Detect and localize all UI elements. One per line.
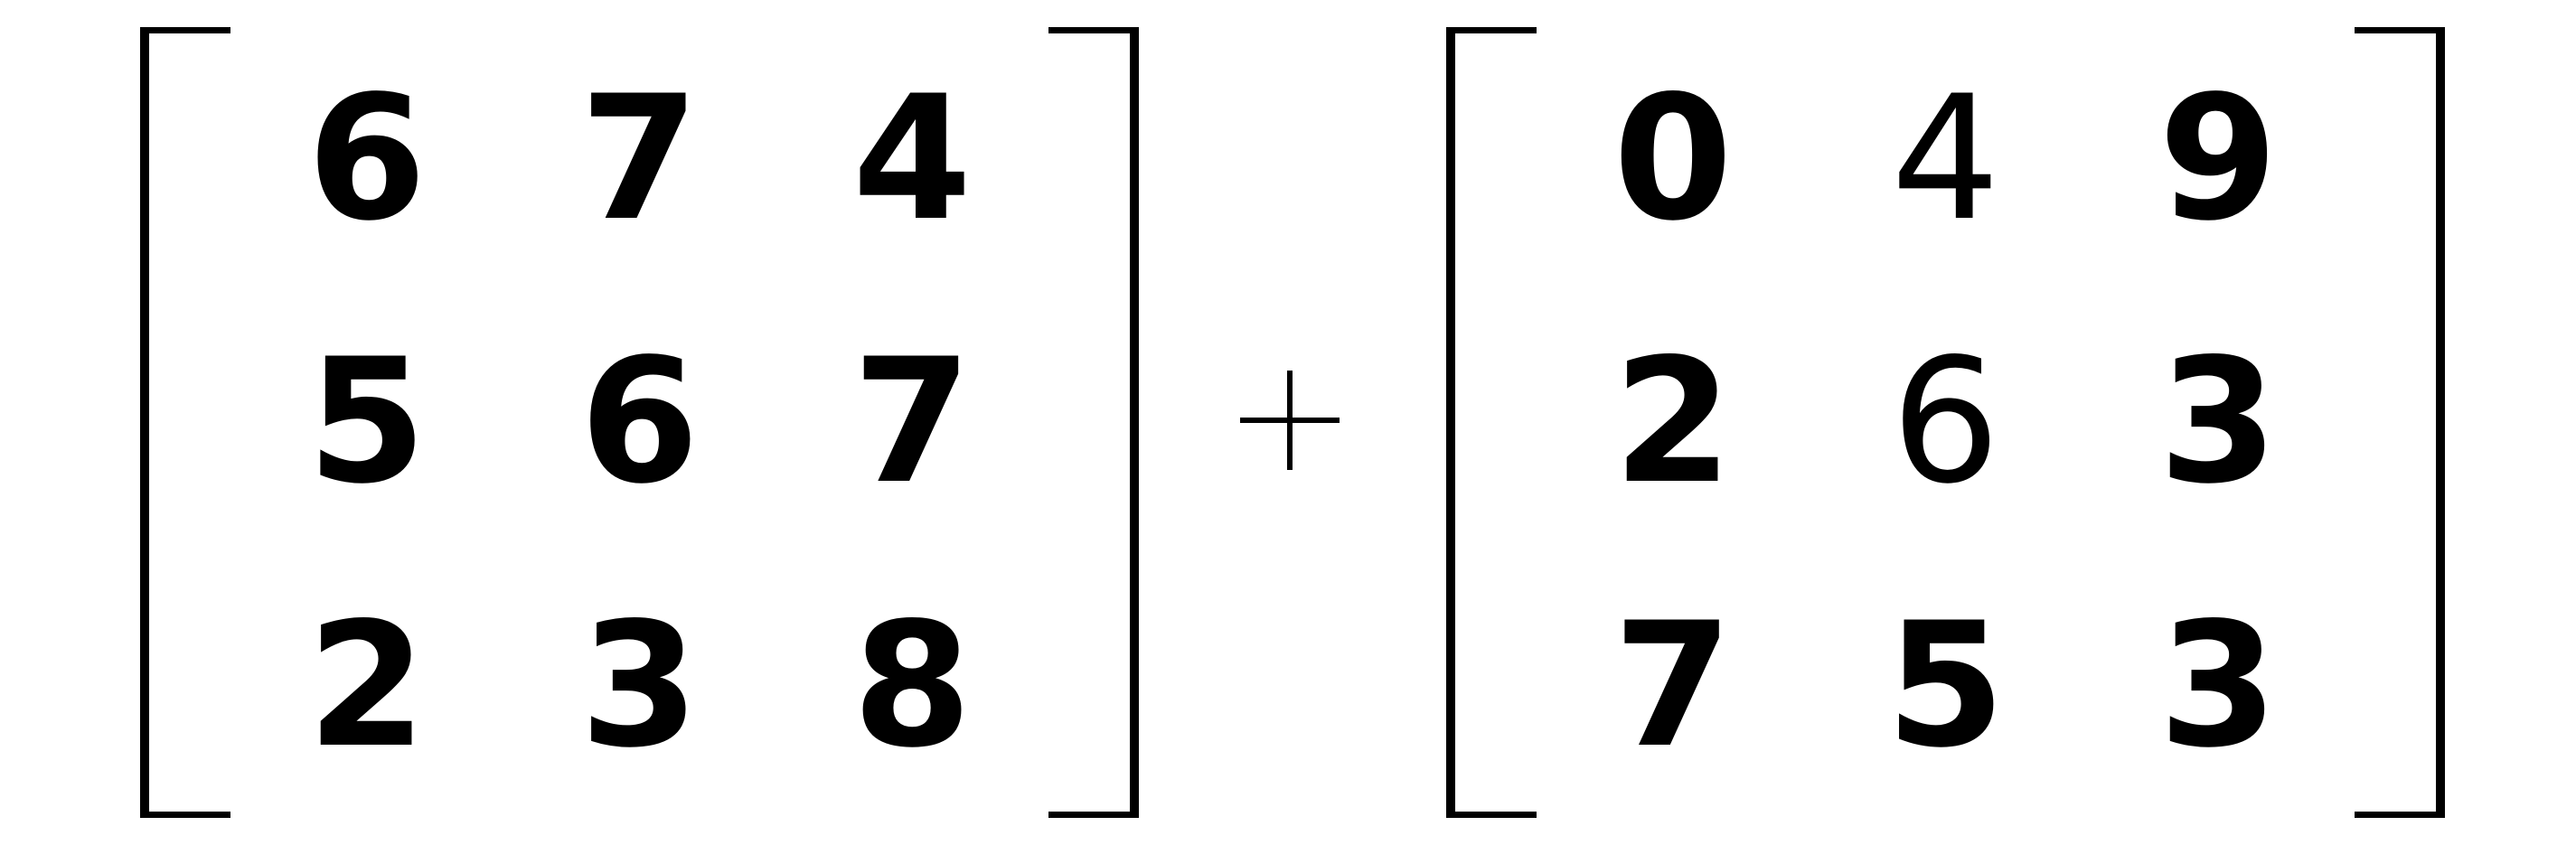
right-matrix-cell-r1c2: 4: [1891, 58, 2000, 258]
left-matrix-cell-r2c1: 5: [306, 322, 427, 522]
left-matrix-cell-r3c1: 2: [306, 586, 427, 786]
right-matrix-cell-r2c2: 6: [1891, 322, 2000, 522]
left-matrix-cell-r1c2: 7: [579, 58, 700, 258]
right-matrix-cell-r2c3: 3: [2158, 322, 2279, 522]
plus-operator-vertical-stroke: [1287, 371, 1293, 470]
left-matrix-open-bracket: [140, 27, 230, 818]
right-matrix-cell-r3c3: 3: [2158, 586, 2279, 786]
left-matrix-cell-r1c3: 4: [852, 58, 973, 258]
right-matrix: [1446, 27, 2445, 818]
left-matrix: [140, 27, 1139, 818]
right-matrix-cell-r3c1: 7: [1612, 586, 1733, 786]
right-matrix-grid: [1537, 27, 2355, 818]
left-matrix-close-bracket: [1048, 27, 1139, 818]
right-matrix-open-bracket: [1446, 27, 1537, 818]
left-matrix-cell-r2c3: 7: [852, 322, 973, 522]
right-matrix-cell-r3c2: 5: [1885, 586, 2006, 786]
left-matrix-grid: [230, 27, 1048, 818]
left-matrix-cell-r1c1: 6: [306, 58, 427, 258]
right-matrix-cell-r2c1: 2: [1612, 322, 1733, 522]
left-matrix-cell-r3c3: 8: [852, 586, 973, 786]
right-matrix-cell-r1c3: 9: [2158, 58, 2279, 258]
left-matrix-cell-r3c2: 3: [579, 586, 700, 786]
plus-operator: [1240, 371, 1340, 470]
left-matrix-cell-r2c2: 6: [579, 322, 700, 522]
right-matrix-cell-r1c1: 0: [1612, 58, 1733, 258]
right-matrix-close-bracket: [2355, 27, 2445, 818]
